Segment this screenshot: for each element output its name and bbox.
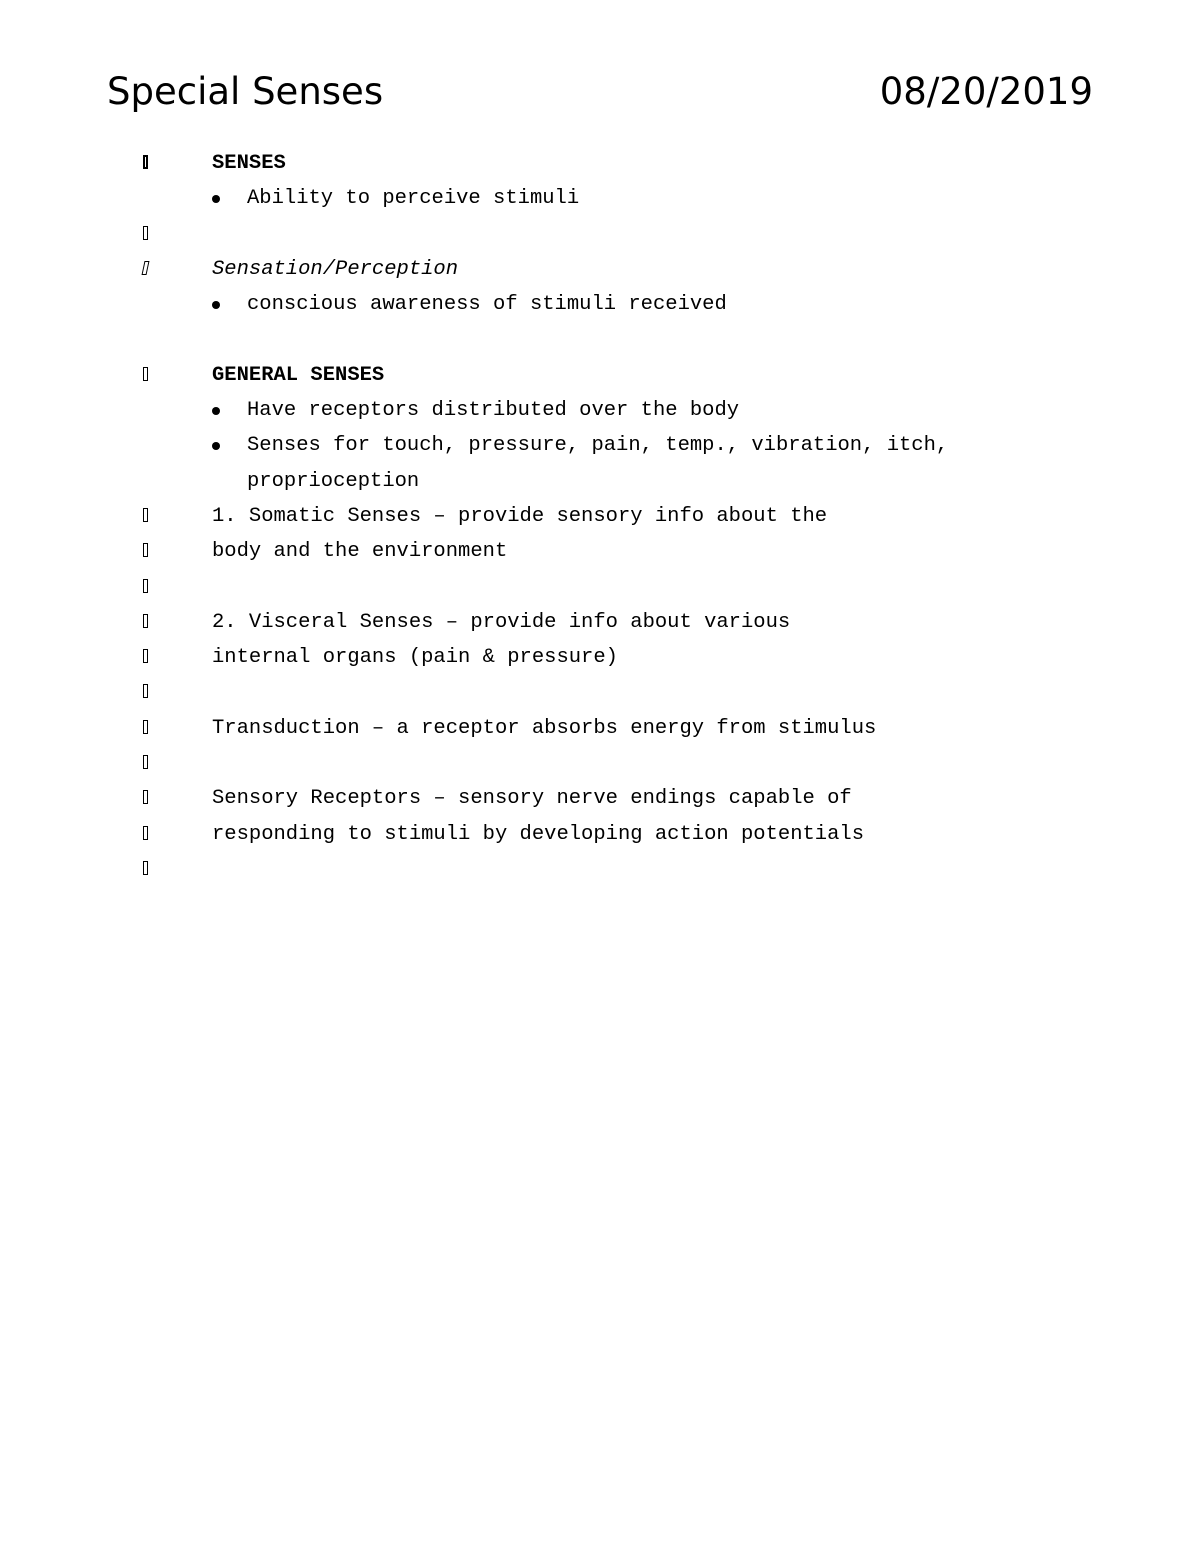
missing-glyph-icon	[143, 614, 148, 628]
missing-glyph-icon	[143, 755, 148, 769]
missing-glyph-icon	[143, 579, 148, 593]
note-row	[0, 711, 1200, 746]
sensation-bullet: conscious awareness of stimuli received	[247, 293, 727, 317]
note-row	[0, 817, 1200, 852]
missing-glyph-icon	[143, 861, 148, 875]
visceral-line-1: 2. Visceral Senses – provide info about various	[212, 610, 791, 634]
bullet-icon	[212, 407, 220, 415]
note-row	[0, 746, 1200, 781]
general-bullet-2-continued: proprioception	[247, 469, 420, 493]
missing-glyph-icon	[143, 790, 148, 804]
note-row	[0, 217, 1200, 252]
missing-glyph-icon	[143, 226, 148, 240]
note-row	[0, 181, 1200, 216]
bullet-icon	[212, 442, 220, 450]
missing-glyph-icon	[142, 261, 150, 275]
somatic-line-1: 1. Somatic Senses – provide sensory info about the	[212, 504, 828, 528]
missing-glyph-icon	[143, 720, 148, 734]
note-row	[0, 534, 1200, 569]
receptors-line-2: responding to stimuli by developing action potentials	[212, 822, 865, 846]
page-title: Special Senses	[107, 70, 384, 113]
sensation-heading: Sensation/Perception	[212, 257, 459, 281]
note-row	[0, 252, 1200, 287]
note-row	[0, 570, 1200, 605]
senses-heading: SENSES	[212, 152, 286, 175]
general-bullet-1: Have receptors distributed over the body	[247, 399, 740, 423]
bullet-icon	[212, 195, 220, 203]
missing-glyph-icon	[143, 155, 148, 169]
note-row	[0, 675, 1200, 710]
senses-bullet: Ability to perceive stimuli	[247, 187, 580, 211]
receptors-line-1: Sensory Receptors – sensory nerve endings capable of	[212, 787, 852, 811]
missing-glyph-icon	[143, 649, 148, 663]
page-date: 08/20/2019	[879, 70, 1093, 113]
notes-body	[0, 146, 1200, 887]
blank-row	[0, 322, 1200, 357]
note-row	[0, 464, 1200, 499]
note-row	[0, 640, 1200, 675]
note-row	[0, 605, 1200, 640]
visceral-line-2: internal organs (pain & pressure)	[212, 646, 618, 670]
bullet-icon	[212, 301, 220, 309]
note-row	[0, 358, 1200, 393]
note-row	[0, 852, 1200, 887]
missing-glyph-icon	[143, 508, 148, 522]
general-bullet-2: Senses for touch, pressure, pain, temp., vibration, itch,	[247, 434, 949, 458]
missing-glyph-icon	[143, 367, 148, 381]
note-row	[0, 146, 1200, 181]
missing-glyph-icon	[143, 543, 148, 557]
note-row	[0, 287, 1200, 322]
note-row	[0, 781, 1200, 816]
missing-glyph-icon	[143, 826, 148, 840]
note-row	[0, 393, 1200, 428]
transduction-line: Transduction – a receptor absorbs energy from stimulus	[212, 716, 877, 740]
general-heading: GENERAL SENSES	[212, 363, 385, 387]
note-row	[0, 499, 1200, 534]
somatic-line-2: body and the environment	[212, 540, 508, 564]
note-row	[0, 428, 1200, 463]
missing-glyph-icon	[143, 684, 148, 698]
